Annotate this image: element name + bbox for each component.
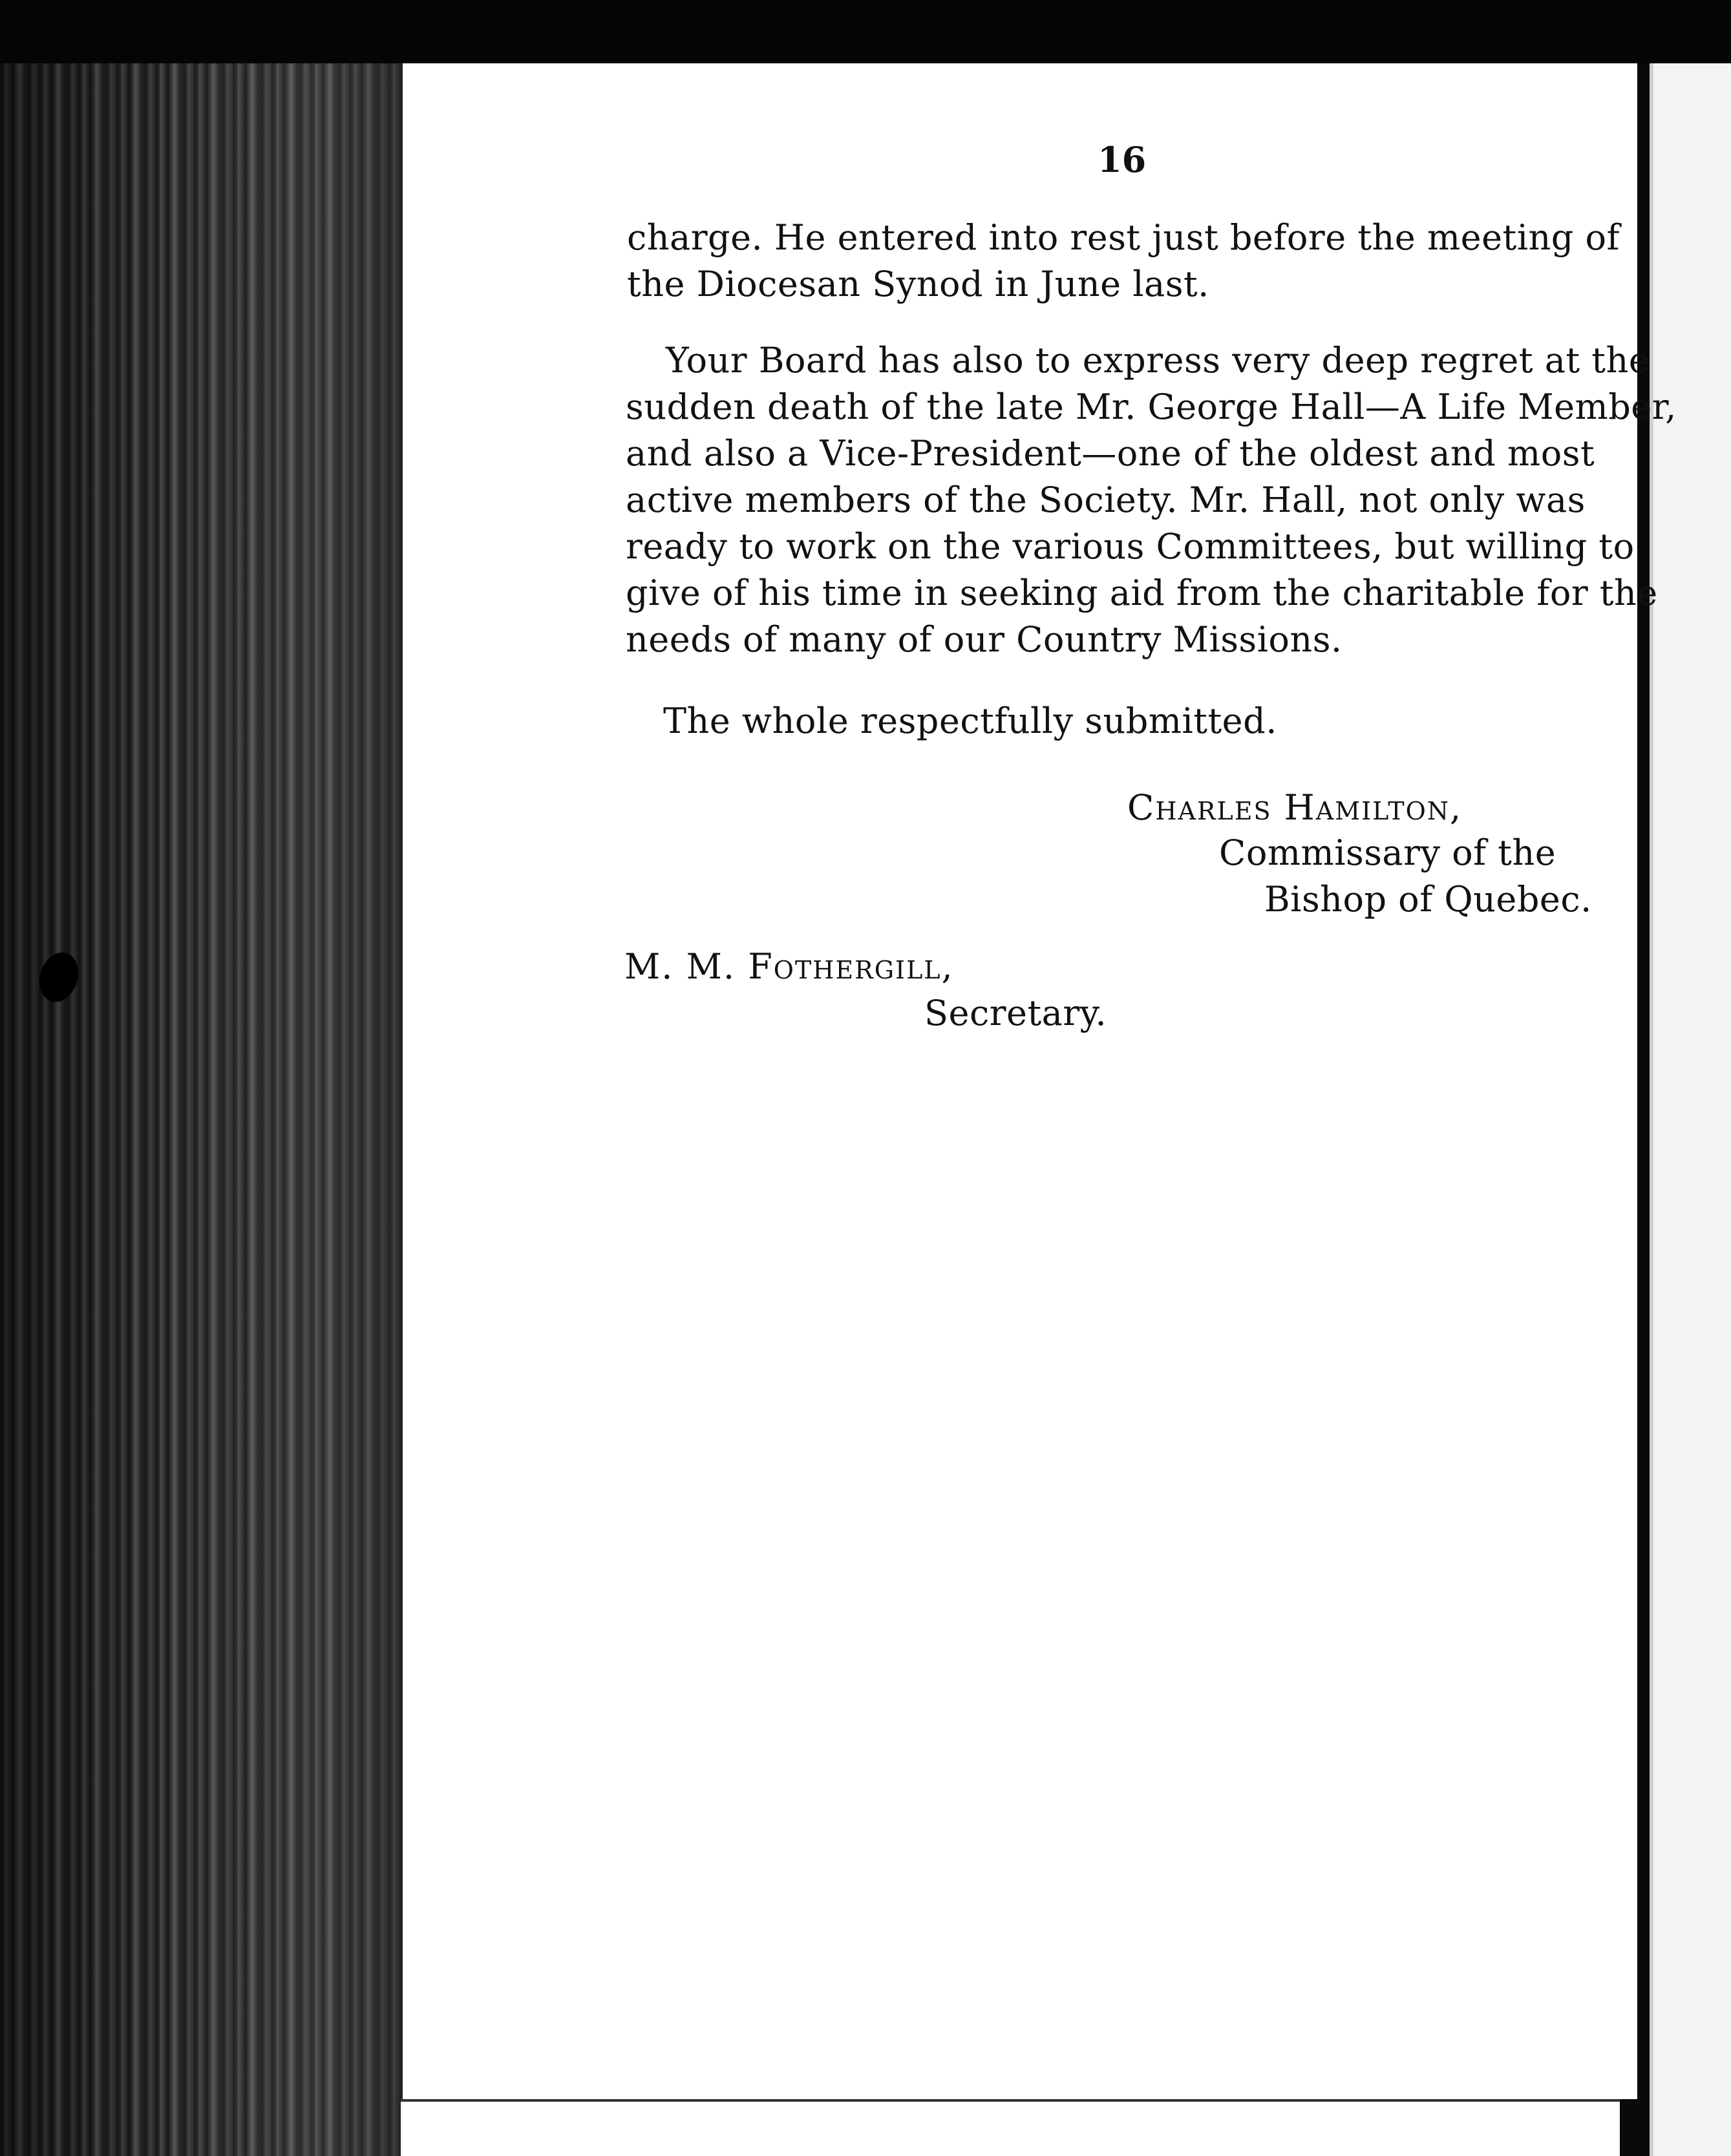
facing-page-edge	[1650, 63, 1731, 2156]
ink-blot	[33, 947, 84, 1007]
paragraph-2-line-1: Your Board has also to express very deep regret at the	[666, 340, 1650, 381]
paragraph-2-line-6: give of his time in seeking aid from the charitable for the	[626, 573, 1658, 613]
scan-bottom-border	[401, 2099, 1620, 2156]
book-page-edges	[0, 63, 401, 2156]
signature-1-title-line-2: Bishop of Quebec.	[1264, 879, 1592, 920]
page-number: 16	[1098, 139, 1147, 180]
signature-1-title-line-1: Commissary of the	[1219, 832, 1556, 873]
paragraph-2-line-3: and also a Vice-President—one of the oldest and most	[626, 433, 1595, 474]
signature-1-name: Charles Hamilton,	[1127, 787, 1463, 828]
paragraph-1-line-2: the Diocesan Synod in June last.	[627, 264, 1209, 304]
paragraph-2-line-2: sudden death of the late Mr. George Hall—A Life Member,	[626, 386, 1677, 427]
scan-top-border	[0, 0, 1731, 63]
paragraph-3-line-1: The whole respectfully submitted.	[663, 701, 1277, 741]
signature-2-name: M. M. Fothergill,	[624, 946, 954, 987]
paragraph-2-line-5: ready to work on the various Committees, but willing to	[626, 526, 1635, 567]
paragraph-1-line-1: charge. He entered into rest just before the meeting of	[627, 217, 1620, 258]
paragraph-2-line-7: needs of many of our Country Missions.	[626, 619, 1343, 660]
signature-2-title: Secretary.	[924, 993, 1107, 1033]
paragraph-2-line-4: active members of the Society. Mr. Hall, not only was	[626, 480, 1586, 520]
